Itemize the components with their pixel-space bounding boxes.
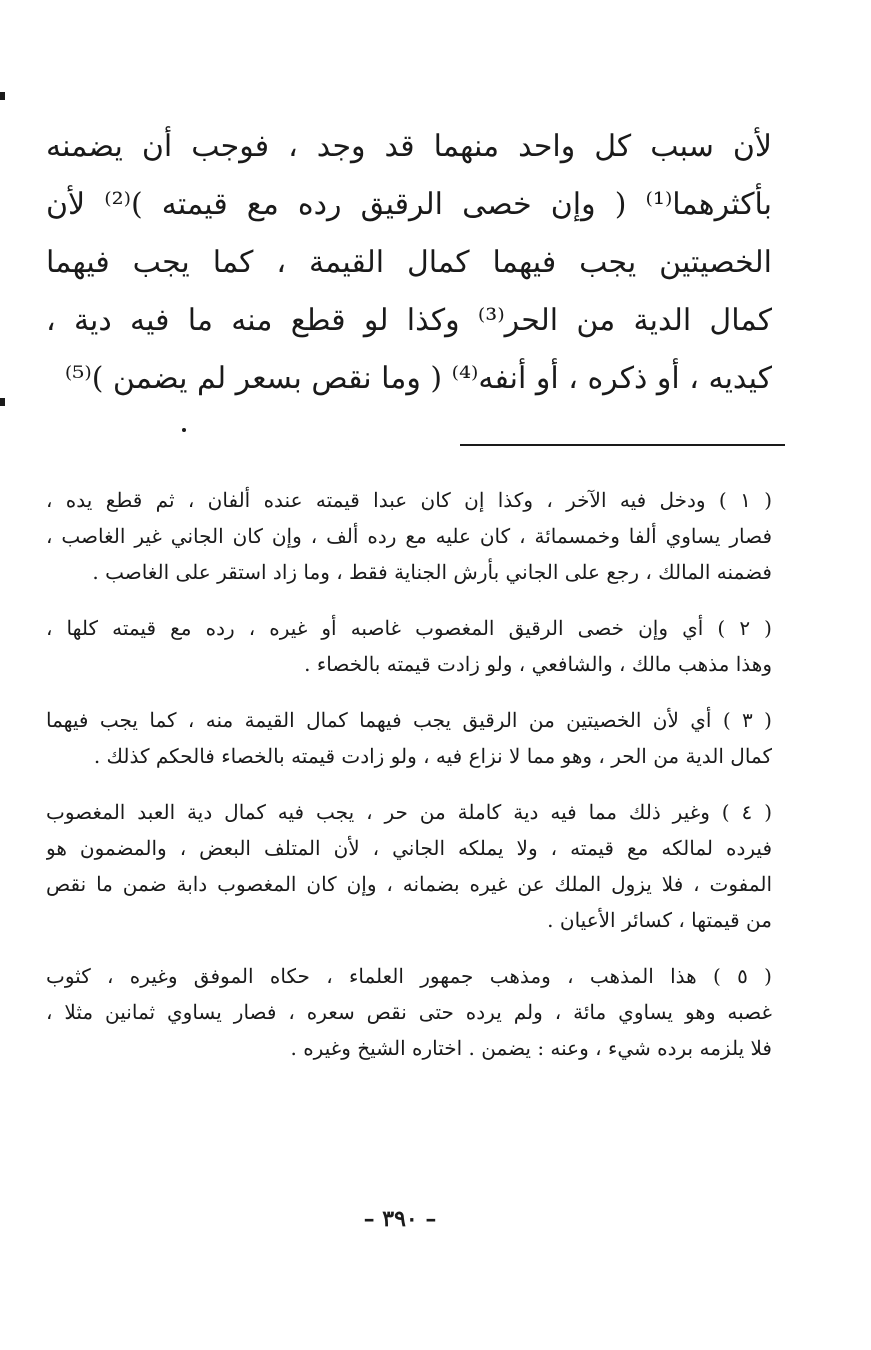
stray-dot bbox=[182, 428, 186, 432]
footnote-line: كمال الدية من الحر ، وهو مما لا نزاع فيه ، ولو زادت قيمته بالخصاء فالحكم كذلك . bbox=[93, 744, 772, 768]
footnotes bbox=[46, 482, 772, 1086]
footnote-line: فصار يساوي ألفا وخمسمائة ، كان عليه مع رده ألف ، وإن كان الجاني غير الغاصب ، bbox=[46, 524, 772, 548]
footnote-4 bbox=[46, 794, 772, 938]
footnote-line: ( ٢ ) أي وإن خصى الرقيق المغصوب غاصبه أو غيره ، رده مع قيمته كلها ، bbox=[46, 616, 772, 640]
main-line-2: بأكثرهما⁽¹⁾ ( وإن خصى الرقيق رده مع قيمته )⁽²⁾ لأن bbox=[46, 187, 772, 222]
footnote-line: وهذا مذهب مالك ، والشافعي ، ولو زادت قيمته بالخصاء . bbox=[304, 652, 772, 676]
footnote-line: فيرده لمالكه مع قيمته ، ولا يملكه الجاني ، لأن المتلف البعض ، والمضمون هو bbox=[46, 836, 772, 860]
main-line-1: لأن سبب كل واحد منهما قد وجد ، فوجب أن يضمنه bbox=[46, 129, 772, 164]
footnote-line: المفوت ، فلا يزول الملك عن غيره بضمانه ، وإن كان المغصوب دابة ضمن ما نقص bbox=[46, 872, 772, 896]
footnote-line: ( ٥ ) هذا المذهب ، ومذهب جمهور العلماء ، حكاه الموفق وغيره ، كثوب bbox=[46, 964, 772, 988]
footnote-2 bbox=[46, 610, 772, 682]
page-number: – ٣٩٠ – bbox=[363, 1206, 437, 1232]
footnote-line: من قيمتها ، كسائر الأعيان . bbox=[547, 908, 772, 932]
footnote-line: ( ٤ ) وغير ذلك مما فيه دية كاملة من حر ، يجب فيه كمال دية العبد المغصوب bbox=[46, 800, 772, 824]
footnote-1 bbox=[46, 482, 772, 590]
footnote-line: فضمنه المالك ، رجع على الجاني بأرش الجناية فقط ، وما زاد استقر على الغاصب . bbox=[92, 560, 772, 584]
footnote-line: ( ٣ ) أي لأن الخصيتين من الرقيق يجب فيهما كمال القيمة منه ، كما يجب فيهما bbox=[46, 708, 772, 732]
footnote-line: ( ١ ) ودخل فيه الآخر ، وكذا إن كان عبدا قيمته عنده ألفان ، ثم قطع يده ، bbox=[46, 488, 772, 512]
footnote-line: غصبه وهو يساوي مائة ، ولم يرده حتى نقص سعره ، فصار يساوي ثمانين مثلا ، bbox=[46, 1000, 772, 1024]
footnote-5 bbox=[46, 958, 772, 1066]
footnote-separator bbox=[460, 444, 785, 446]
main-text bbox=[46, 118, 772, 408]
main-line-3: الخصيتين يجب فيهما كمال القيمة ، كما يجب فيهما bbox=[46, 245, 772, 280]
footnote-3 bbox=[46, 702, 772, 774]
footnote-line: فلا يلزمه برده شيء ، وعنه : يضمن . اختاره الشيخ وغيره . bbox=[290, 1036, 772, 1060]
edge-mark-bottom bbox=[0, 398, 5, 406]
main-line-4: كمال الدية من الحر⁽³⁾ وكذا لو قطع منه ما فيه دية ، bbox=[46, 303, 772, 338]
main-line-5: كيديه ، أو ذكره ، أو أنفه⁽⁴⁾ ( وما نقص بسعر لم يضمن )⁽⁵⁾ bbox=[64, 361, 772, 396]
edge-mark-top bbox=[0, 92, 5, 100]
